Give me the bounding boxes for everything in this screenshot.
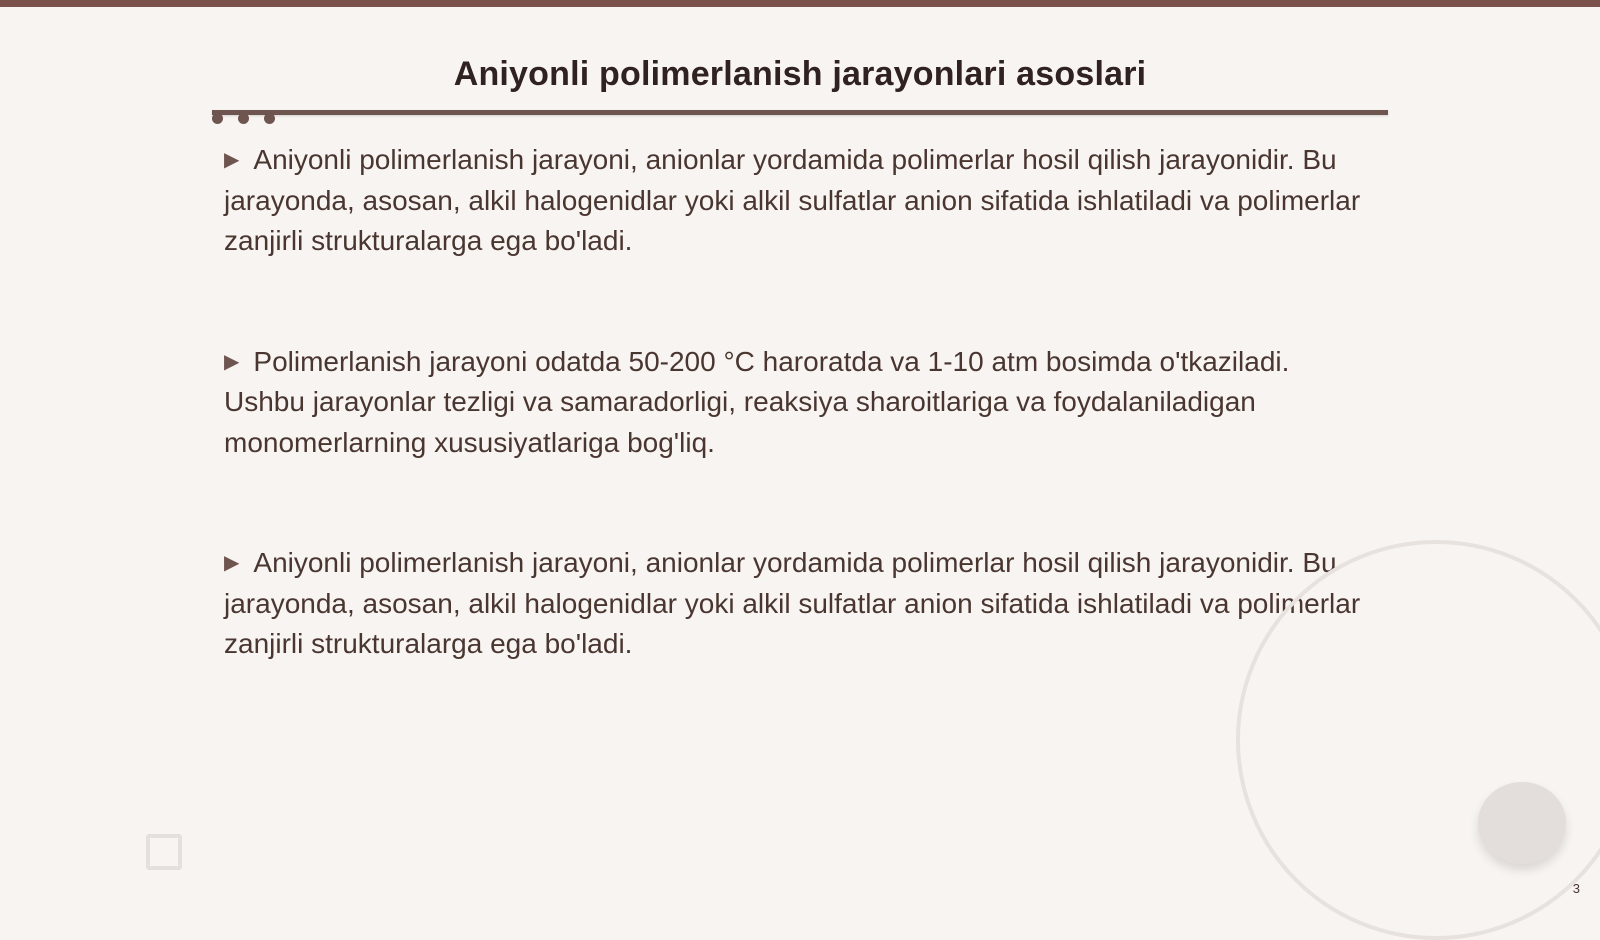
bullet-item <box>224 543 1374 665</box>
decorative-dot <box>264 113 275 124</box>
bullet-text: Aniyonli polimerlanish jarayoni, anionlar yordamida polimerlar hosil qilish jarayonidir. Bu jarayonda, asosan, alkil halogenidlar yoki alkil sulfatlar anion sifatida ishlatiladi va polimerlar zanjirli strukturalarga ega bo'ladi. <box>224 547 1361 659</box>
top-accent-bar <box>0 0 1600 7</box>
bullet-text: Polimerlanish jarayoni odatda 50-200 °C haroratda va 1-10 atm bosimda o'tkaziladi. Ushbu jarayonlar tezligi va samaradorligi, reaksiya sharoitlariga va foydalaniladigan monomerlarning xususiyatlariga bog'liq. <box>224 345 1290 458</box>
decorative-dot <box>212 113 223 124</box>
bullet-item <box>224 140 1374 262</box>
slide-title: Aniyonli polimerlanish jarayonlari asoslari <box>453 55 1147 93</box>
bullet-arrow-icon: ▶ <box>224 552 240 574</box>
bullet-arrow-icon: ▶ <box>224 149 240 171</box>
decorative-dot <box>238 113 249 124</box>
bullet-list <box>224 140 1374 745</box>
bullet-text: Aniyonli polimerlanish jarayoni, anionlar yordamida polimerlar hosil qilish jarayonidir. Bu jarayonda, asosan, alkil halogenidlar yoki alkil sulfatlar anion sifatida ishlatiladi va polimerlar zanjirli strukturalarga ega bo'ladi. <box>224 144 1361 256</box>
bullet-item <box>224 342 1374 464</box>
bullet-arrow-icon: ▶ <box>224 350 240 373</box>
decorative-blob <box>1478 782 1566 864</box>
decorative-square <box>146 834 182 870</box>
title-underline <box>212 110 1388 115</box>
page-number: 3 <box>1572 881 1580 896</box>
